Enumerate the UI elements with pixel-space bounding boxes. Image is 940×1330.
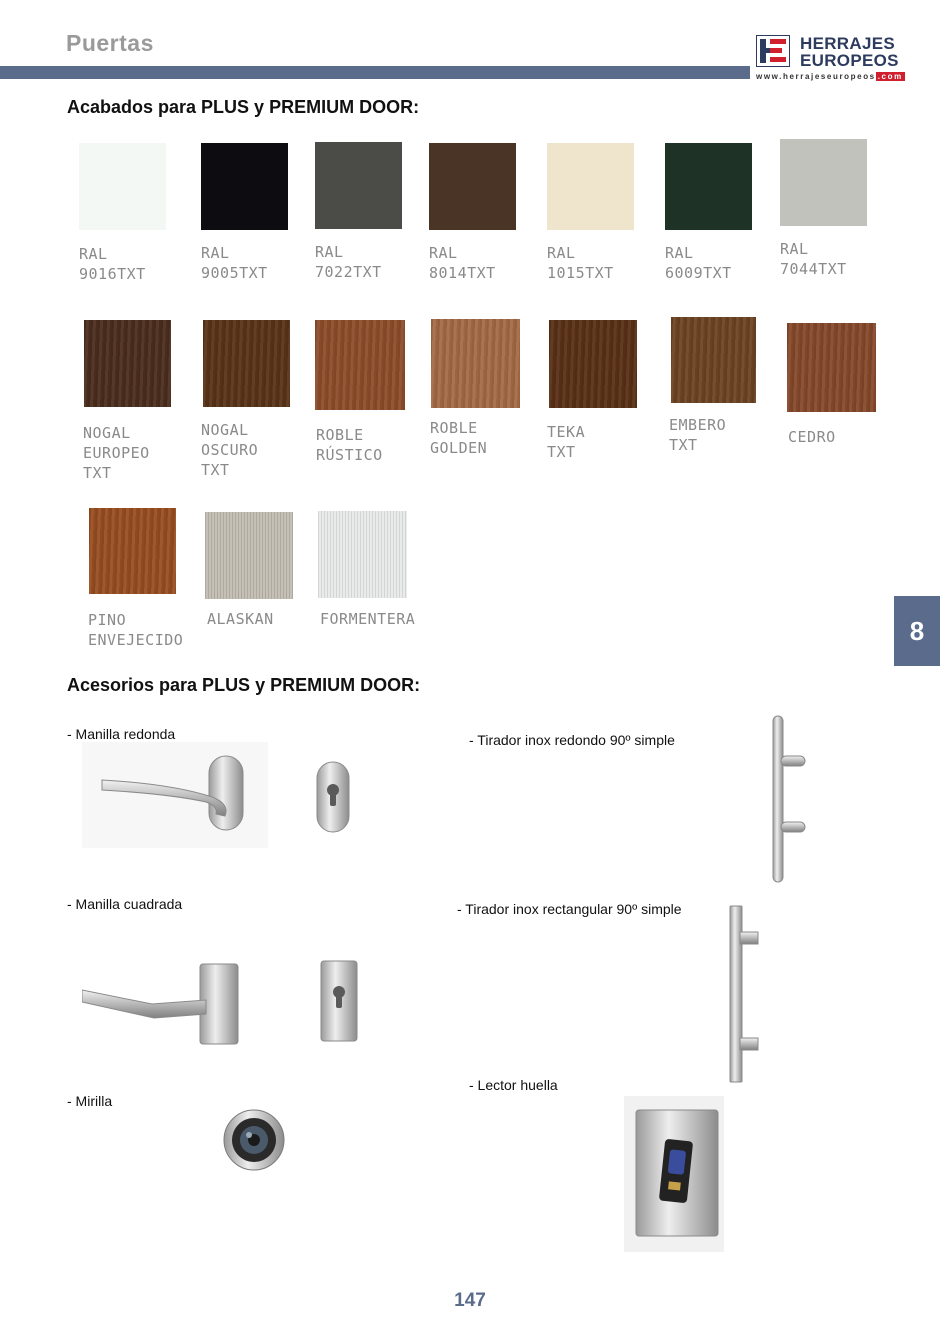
swatch-label: TEKA TXT: [547, 423, 586, 461]
swatch-label: EMBERO TXT: [669, 416, 727, 454]
swatch-label: RAL 7022TXT: [315, 243, 382, 281]
swatch-embero: [671, 317, 756, 403]
logo-text-line2: EUROPEOS: [800, 51, 899, 70]
finishes-heading: Acabados para PLUS y PREMIUM DOOR:: [67, 97, 420, 117]
section-title: Puertas: [66, 30, 154, 56]
round-pull-handle-image: [764, 714, 812, 884]
swatch-label: RAL 6009TXT: [665, 244, 732, 282]
page-number: 147: [454, 1290, 486, 1311]
swatch-pino-envejecido: [89, 508, 176, 594]
accessory-label-mirilla: - Mirilla: [67, 1093, 113, 1109]
swatch-nogal-europeo: [84, 320, 171, 407]
fingerprint-reader-image: [624, 1096, 724, 1252]
accessory-label-manilla-cuadrada: - Manilla cuadrada: [67, 896, 183, 912]
swatch-ral-9016: [79, 143, 166, 230]
round-escutcheon-image: [312, 760, 354, 834]
swatch-label: RAL 7044TXT: [780, 240, 847, 278]
logo-text-line1: HERRAJES: [800, 34, 895, 53]
swatch-roble-rustico: [315, 320, 405, 410]
swatch-label: RAL 1015TXT: [547, 244, 614, 282]
swatch-label: ROBLE GOLDEN: [430, 419, 488, 457]
round-lever-handle-image: [82, 742, 268, 848]
swatch-ral-7044: [780, 139, 867, 226]
swatch-ral-7022: [315, 142, 402, 229]
accessory-label-manilla-redonda: - Manilla redonda: [67, 726, 176, 742]
accessory-label-tirador-redondo: - Tirador inox redondo 90º simple: [469, 732, 675, 748]
swatch-label: ALASKAN: [207, 610, 274, 628]
swatch-nogal-oscuro: [203, 320, 290, 407]
swatch-label: RAL 9016TXT: [79, 245, 146, 283]
swatch-formentera: [318, 511, 407, 598]
accessory-label-lector-huella: - Lector huella: [469, 1077, 558, 1093]
square-lever-handle-image: [82, 960, 244, 1048]
accessory-label-tirador-rectangular: - Tirador inox rectangular 90º simple: [457, 901, 682, 917]
swatch-roble-golden: [431, 319, 520, 408]
swatch-teka: [549, 320, 637, 408]
swatch-alaskan: [205, 512, 293, 599]
swatch-label: CEDRO: [788, 428, 836, 446]
logo-url: [756, 72, 905, 81]
square-escutcheon-image: [318, 958, 360, 1044]
swatch-label: NOGAL EUROPEO TXT: [83, 424, 150, 482]
swatch-cedro: [787, 323, 876, 412]
logo-url-domain: www.herrajeseuropeos: [756, 72, 876, 81]
logo-mark-icon: [756, 35, 790, 67]
rectangular-pull-handle-image: [722, 902, 764, 1084]
swatch-label: ROBLE RÚSTICO: [316, 426, 383, 464]
swatch-ral-6009: [665, 143, 752, 230]
chapter-tab: 8: [894, 596, 940, 666]
accessories-heading: Acesorios para PLUS y PREMIUM DOOR:: [67, 675, 421, 695]
swatch-label: NOGAL OSCURO TXT: [201, 421, 259, 479]
swatch-label: PINO ENVEJECIDO: [88, 611, 184, 649]
swatch-label: FORMENTERA: [320, 610, 416, 628]
header-bar: [0, 66, 750, 79]
logo-url-tld: .com: [877, 72, 903, 81]
swatch-ral-1015: [547, 143, 634, 230]
swatch-label: RAL 8014TXT: [429, 244, 496, 282]
swatch-ral-9005: [201, 143, 288, 230]
swatch-label: RAL 9005TXT: [201, 244, 268, 282]
swatch-ral-8014: [429, 143, 516, 230]
door-viewer-image: [222, 1108, 286, 1172]
